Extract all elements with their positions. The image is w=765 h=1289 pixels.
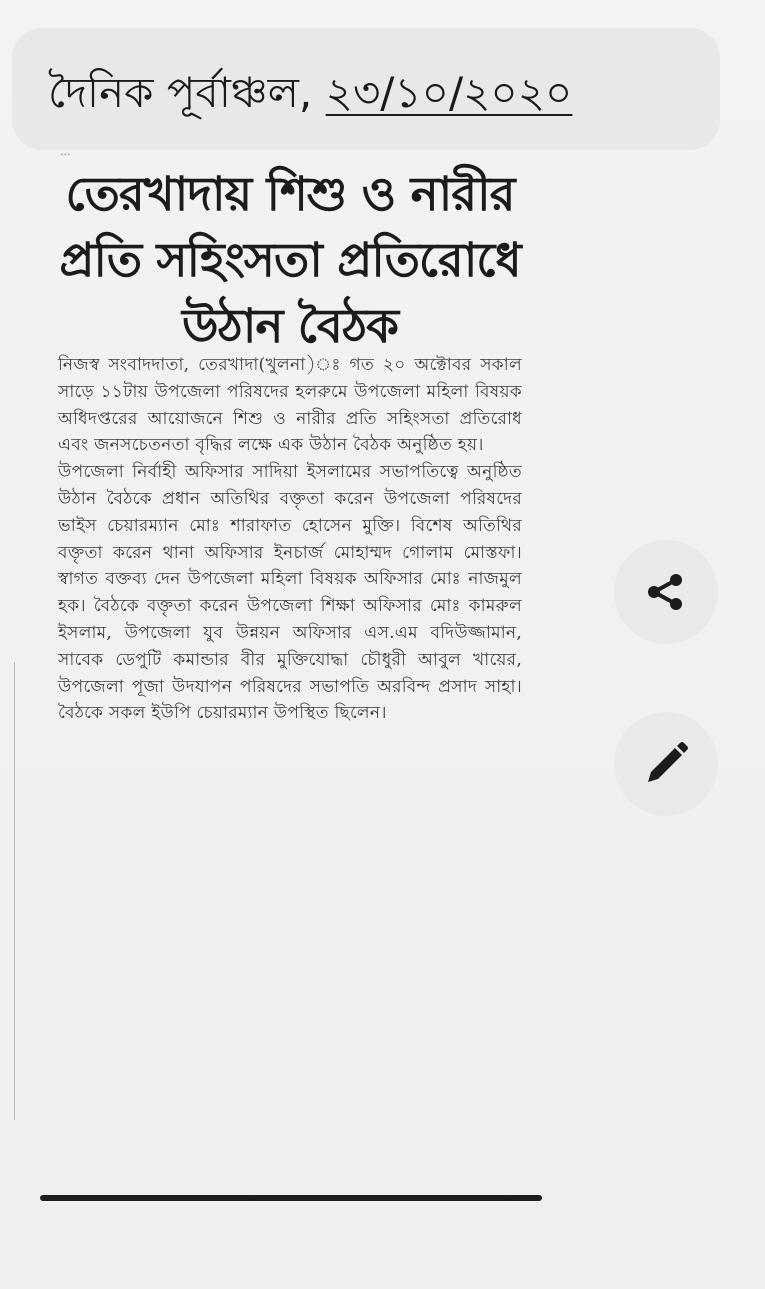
article-paragraph-1: নিজস্ব সংবাদদাতা, তেরখাদা(খুলনা)ঃ গত ২০ অক্টোবর সকাল সাড়ে ১১টায় উপজেলা পরিষদের হলরুমে উপজেলা মহিলা বিষয়ক অধিদপ্তরের আয়োজনে শিশু ও নারীর প্রতি সহিংসতা প্রতিরোধ এবং জনসচেতনতা বৃদ্ধির লক্ষে এক উঠান বৈঠক অনুষ্ঠিত হয়। [58, 355, 522, 456]
page-title [48, 60, 572, 131]
news-clipping [50, 148, 530, 1200]
share-icon [642, 568, 690, 616]
share-button[interactable] [614, 540, 718, 644]
publication-date: ২৩/১০/২০২০ [325, 68, 573, 117]
clipping-top-fragment: ... [60, 148, 71, 158]
article-headline: তেরখাদায় শিশু ও নারীর প্রতি সহিংসতা প্রতিরোধে উঠান বৈঠক [59, 167, 521, 354]
pencil-icon [640, 738, 692, 790]
article-body [58, 352, 522, 727]
edit-button[interactable] [614, 712, 718, 816]
newspaper-name: দৈনিক পূর্বাঞ্চল, [48, 68, 326, 117]
article-paragraph-2: উপজেলা নির্বাহী অফিসার সাদিয়া ইসলামের সভাপতিত্বে অনুষ্ঠিত উঠান বৈঠকে প্রধান অতিথির বক্তৃতা করেন উপজেলা পরিষদের ভাইস চেয়ারম্যান মোঃ শারাফাত হোসেন মুক্তি। বিশেষ অতিথির বক্তৃতা করেন থানা অফিসার ইনচার্জ মোহাম্মদ গোলাম মোস্তফা। স্বাগত বক্তব্য দেন উপজেলা মহিলা বিষয়ক অফিসার মোঃ নাজমুল হক। বৈঠকে বক্তৃতা করেন উপজেলা শিক্ষা অফিসার মোঃ কামরুল ইসলাম, উপজেলা যুব উন্নয়ন অফিসার এস.এম বদিউজ্জামান, সাবেক ডেপুটি কমান্ডার বীর মুক্তিযোদ্ধা চৌধুরী আবুল খায়ের, উপজেলা পূজা উদযাপন পরিষদের সভাপতি অরবিন্দ প্রসাদ সাহা। বৈঠকে সকল ইউপি চেয়ারম্যান উপস্থিত ছিলেন। [58, 462, 522, 724]
page-bottom-fragment [250, 1272, 610, 1288]
clipping-bottom-rule [40, 1195, 542, 1201]
clipping-left-rule [14, 662, 15, 1120]
